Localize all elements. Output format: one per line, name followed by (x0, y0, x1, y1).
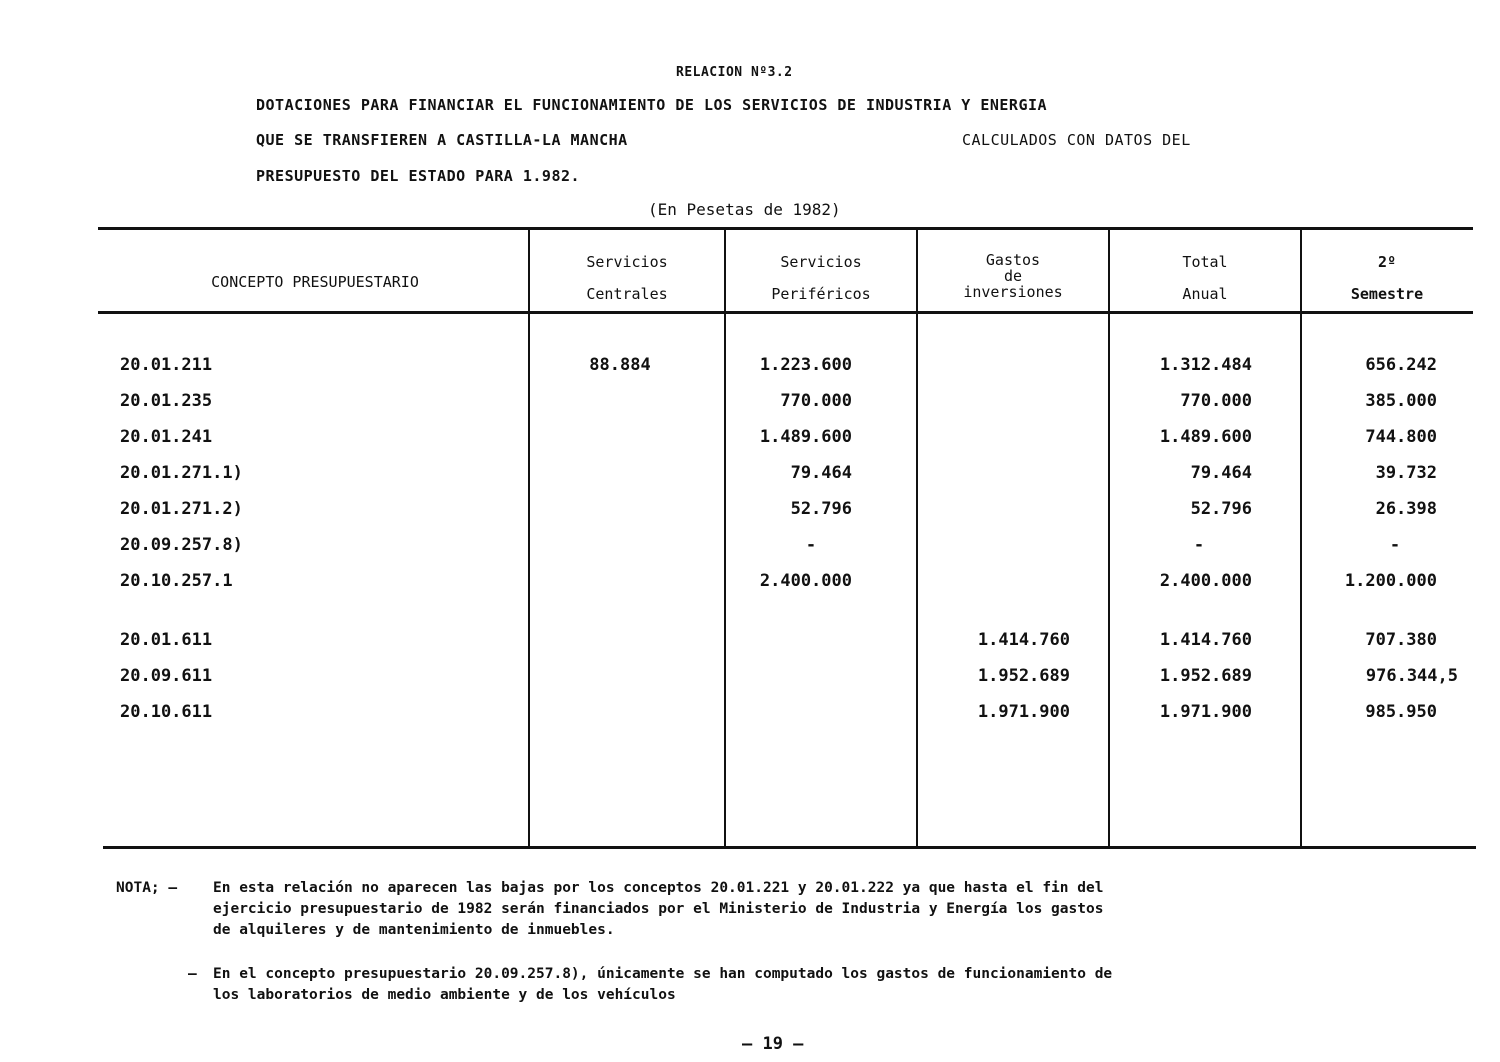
cell-concepto: 20.01.611 (120, 630, 213, 650)
page-number: — 19 — (742, 1034, 804, 1054)
cell-perifericos: 79.464 (790, 463, 852, 483)
cell-perifericos: 2.400.000 (759, 571, 852, 591)
title-line-3: PRESUPUESTO DEL ESTADO PARA 1.982. (256, 167, 581, 185)
note-1-line: de alquileres y de mantenimiento de inmuebles. (213, 922, 615, 938)
cell-total: 1.952.689 (1159, 666, 1252, 686)
cell-semestre: 656.242 (1365, 355, 1437, 375)
cell-total: 2.400.000 (1159, 571, 1252, 591)
table-header-rule (98, 311, 1473, 314)
cell-total: 1.489.600 (1159, 427, 1252, 447)
cell-total: 79.464 (1190, 463, 1252, 483)
relation-number: RELACION Nº3.2 (676, 65, 793, 80)
cell-perifericos: 1.489.600 (759, 427, 852, 447)
cell-concepto: 20.09.611 (120, 666, 213, 686)
title-line-1: DOTACIONES PARA FINANCIAR EL FUNCIONAMIENTO DE LOS SERVICIOS DE INDUSTRIA Y ENERGIA (256, 96, 1048, 114)
column-divider (724, 229, 726, 847)
note-2-line: En el concepto presupuestario 20.09.257.8), únicamente se han computado los gastos de funcionamiento de (213, 966, 1113, 982)
cell-semestre: 1.200.000 (1344, 571, 1437, 591)
note-2-line: los laboratorios de medio ambiente y de los vehículos (213, 987, 676, 1003)
cell-perifericos: 1.223.600 (759, 355, 852, 375)
cell-semestre: 385.000 (1365, 391, 1437, 411)
table-top-rule (98, 227, 1473, 230)
cell-total: 1.414.760 (1159, 630, 1252, 650)
cell-perifericos: 770.000 (780, 391, 852, 411)
column-header-inversiones: Gastos de inversiones (963, 251, 1063, 301)
cell-concepto: 20.09.257.8) (120, 535, 243, 555)
column-header-concepto: CONCEPTO PRESUPUESTARIO (211, 273, 419, 291)
table-bottom-rule (103, 846, 1476, 849)
title-line-2-right: CALCULADOS CON DATOS DEL (962, 131, 1191, 149)
cell-total: 1.312.484 (1159, 355, 1252, 375)
note-1-line: En esta relación no aparecen las bajas por los conceptos 20.01.221 y 20.01.222 ya que hasta el fin del (213, 880, 1104, 896)
note-2 (213, 964, 1463, 1006)
column-divider (528, 229, 530, 847)
cell-concepto: 20.10.257.1 (120, 571, 233, 591)
column-header-total: Total Anual (1182, 253, 1228, 303)
notes-label: NOTA; — (116, 880, 178, 896)
cell-concepto: 20.01.235 (120, 391, 213, 411)
cell-semestre: 976.344,5 (1365, 666, 1458, 686)
column-header-centrales: Servicios Centrales (586, 253, 668, 303)
cell-total: 770.000 (1180, 391, 1252, 411)
cell-centrales: 88.884 (589, 355, 651, 375)
note-1 (213, 878, 1463, 941)
cell-perifericos: 52.796 (790, 499, 852, 519)
column-header-semestre: 2º Semestre (1350, 253, 1424, 303)
cell-inversiones: 1.952.689 (977, 666, 1070, 686)
cell-semestre: - (1389, 535, 1401, 555)
cell-concepto: 20.01.241 (120, 427, 213, 447)
cell-concepto: 20.01.271.2) (120, 499, 243, 519)
note-1-line: ejercicio presupuestario de 1982 serán financiados por el Ministerio de Industria y Energía los gastos (213, 901, 1104, 917)
cell-total: 1.971.900 (1159, 702, 1252, 722)
cell-total: - (1193, 535, 1205, 555)
note-2-dash: — (188, 966, 197, 982)
column-divider (1300, 229, 1302, 847)
cell-semestre: 985.950 (1365, 702, 1437, 722)
cell-semestre: 744.800 (1365, 427, 1437, 447)
cell-concepto: 20.10.611 (120, 702, 213, 722)
column-divider (916, 229, 918, 847)
cell-perifericos: - (805, 535, 817, 555)
cell-concepto: 20.01.271.1) (120, 463, 243, 483)
cell-concepto: 20.01.211 (120, 355, 213, 375)
column-divider (1108, 229, 1110, 847)
title-line-2-left: QUE SE TRANSFIEREN A CASTILLA-LA MANCHA (256, 131, 628, 149)
column-header-perifericos: Servicios Periféricos (771, 253, 871, 303)
cell-semestre: 26.398 (1375, 499, 1437, 519)
currency-note: (En Pesetas de 1982) (648, 200, 841, 219)
cell-semestre: 39.732 (1375, 463, 1437, 483)
cell-inversiones: 1.414.760 (977, 630, 1070, 650)
cell-total: 52.796 (1190, 499, 1252, 519)
cell-inversiones: 1.971.900 (977, 702, 1070, 722)
cell-semestre: 707.380 (1365, 630, 1437, 650)
